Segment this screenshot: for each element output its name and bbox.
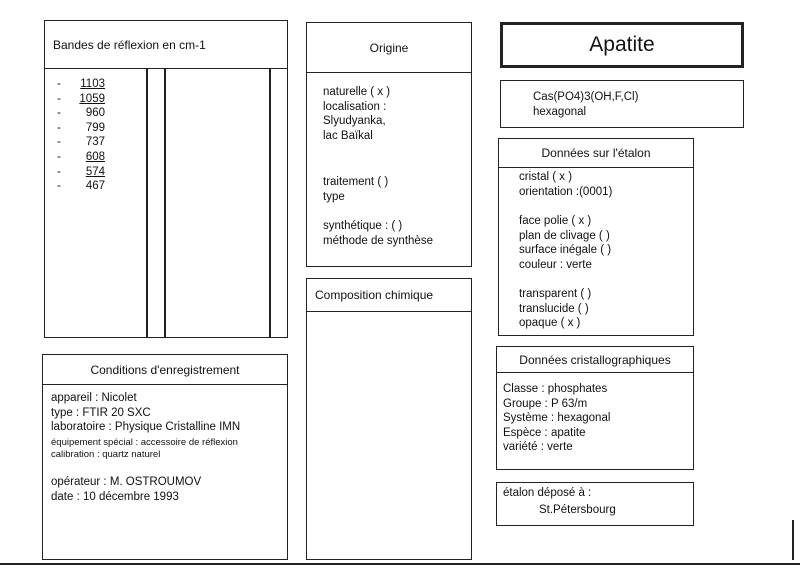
etalon-title: Données sur l'étalon bbox=[499, 139, 693, 168]
etalon-line: opaque ( x ) bbox=[519, 317, 581, 330]
band-row bbox=[57, 92, 105, 107]
origin-natural-group bbox=[323, 85, 390, 143]
band-row bbox=[57, 179, 105, 194]
etalon-group-3 bbox=[519, 287, 591, 331]
band-row bbox=[57, 135, 105, 150]
etalon-line: transparent ( ) bbox=[519, 288, 592, 300]
page-bottom-rule bbox=[0, 563, 800, 565]
page-edge-mark bbox=[792, 520, 794, 560]
etalon-line: couleur : verte bbox=[519, 258, 592, 271]
band-row bbox=[57, 77, 105, 92]
conditions-line: date : 10 décembre 1993 bbox=[51, 490, 179, 503]
band-row bbox=[57, 121, 105, 136]
band-value: 799 bbox=[85, 121, 105, 134]
mineral-name: Apatite bbox=[589, 33, 655, 56]
origin-treatment-group bbox=[323, 175, 388, 204]
formula-box bbox=[500, 80, 744, 128]
band-value: 960 bbox=[85, 107, 105, 120]
conditions-line: type : FTIR 20 SXC bbox=[51, 406, 151, 419]
band-dash: - bbox=[57, 78, 61, 90]
origin-line: type bbox=[323, 190, 345, 203]
mineral-title-box bbox=[500, 22, 744, 68]
deposit-place: St.Pétersbourg bbox=[539, 504, 616, 516]
bands-divider-3 bbox=[269, 69, 271, 337]
etalon-group-1 bbox=[519, 170, 612, 199]
formula-group bbox=[533, 90, 638, 119]
deposit-panel bbox=[496, 482, 694, 526]
band-value: 737 bbox=[85, 136, 105, 149]
crystallo-panel bbox=[496, 346, 694, 470]
origin-line: synthétique : ( ) bbox=[323, 220, 403, 232]
conditions-line: calibration : quartz naturel bbox=[51, 449, 161, 460]
origin-line: naturelle ( x ) bbox=[323, 86, 391, 98]
crystallo-title: Données cristallographiques bbox=[497, 347, 693, 373]
crystallo-line: Espèce : apatite bbox=[503, 426, 586, 439]
etalon-group-2 bbox=[519, 214, 611, 272]
conditions-line: équipement spécial : accessoire de réflexion bbox=[51, 437, 238, 448]
band-dash: - bbox=[57, 180, 61, 193]
mineral-formula: Cas(PO4)3(OH,F,Cl) bbox=[533, 91, 639, 103]
crystallo-line: variété : verte bbox=[503, 441, 573, 454]
composition-panel bbox=[306, 278, 472, 560]
composition-title: Composition chimique bbox=[307, 279, 471, 312]
bands-list bbox=[57, 77, 105, 194]
mineral-system: hexagonal bbox=[533, 105, 587, 118]
conditions-group-1 bbox=[51, 391, 240, 435]
crystallo-group bbox=[503, 382, 610, 455]
conditions-panel bbox=[42, 354, 288, 560]
conditions-title: Conditions d'enregistrement bbox=[43, 355, 287, 385]
etalon-line: face polie ( x ) bbox=[519, 215, 592, 227]
band-value: 1059 bbox=[79, 92, 105, 105]
band-dash: - bbox=[57, 165, 61, 178]
origin-line: lac Baïkal bbox=[323, 129, 373, 142]
bands-divider-2 bbox=[164, 69, 166, 337]
conditions-line: laboratoire : Physique Cristalline IMN bbox=[51, 421, 241, 434]
etalon-line: surface inégale ( ) bbox=[519, 244, 612, 257]
conditions-group-small bbox=[51, 437, 238, 461]
origin-panel bbox=[306, 22, 472, 267]
band-dash: - bbox=[57, 136, 61, 149]
etalon-line: cristal ( x ) bbox=[519, 171, 573, 183]
etalon-line: translucide ( ) bbox=[519, 302, 589, 315]
etalon-panel bbox=[498, 138, 694, 336]
band-row bbox=[57, 165, 105, 180]
band-row bbox=[57, 106, 105, 121]
bands-panel bbox=[44, 20, 288, 338]
band-row bbox=[57, 150, 105, 165]
conditions-line: opérateur : M. OSTROUMOV bbox=[51, 476, 202, 488]
crystallo-line: Groupe : P 63/m bbox=[503, 397, 588, 410]
deposit-title: étalon déposé à : bbox=[503, 487, 592, 499]
origin-line: Slyudyanka, bbox=[323, 115, 386, 128]
band-dash: - bbox=[57, 107, 61, 120]
origin-title: Origine bbox=[307, 23, 471, 73]
band-value: 608 bbox=[85, 150, 105, 163]
origin-line: localisation : bbox=[323, 100, 387, 113]
band-dash: - bbox=[57, 121, 61, 134]
origin-synthetic-group bbox=[323, 219, 433, 248]
bands-divider-1 bbox=[146, 69, 148, 337]
crystallo-line: Système : hexagonal bbox=[503, 412, 611, 425]
conditions-group-2 bbox=[51, 475, 201, 504]
band-dash: - bbox=[57, 150, 61, 163]
band-dash: - bbox=[57, 92, 61, 105]
conditions-line: appareil : Nicolet bbox=[51, 392, 137, 404]
origin-line: traitement ( ) bbox=[323, 176, 389, 188]
band-value: 1103 bbox=[80, 78, 105, 90]
etalon-line: plan de clivage ( ) bbox=[519, 229, 610, 242]
crystallo-line: Classe : phosphates bbox=[503, 383, 608, 395]
band-value: 574 bbox=[85, 165, 105, 178]
etalon-line: orientation :(0001) bbox=[519, 185, 613, 198]
origin-line: méthode de synthèse bbox=[323, 234, 433, 247]
bands-title: Bandes de réflexion en cm-1 bbox=[45, 21, 287, 69]
band-value: 467 bbox=[85, 180, 105, 193]
